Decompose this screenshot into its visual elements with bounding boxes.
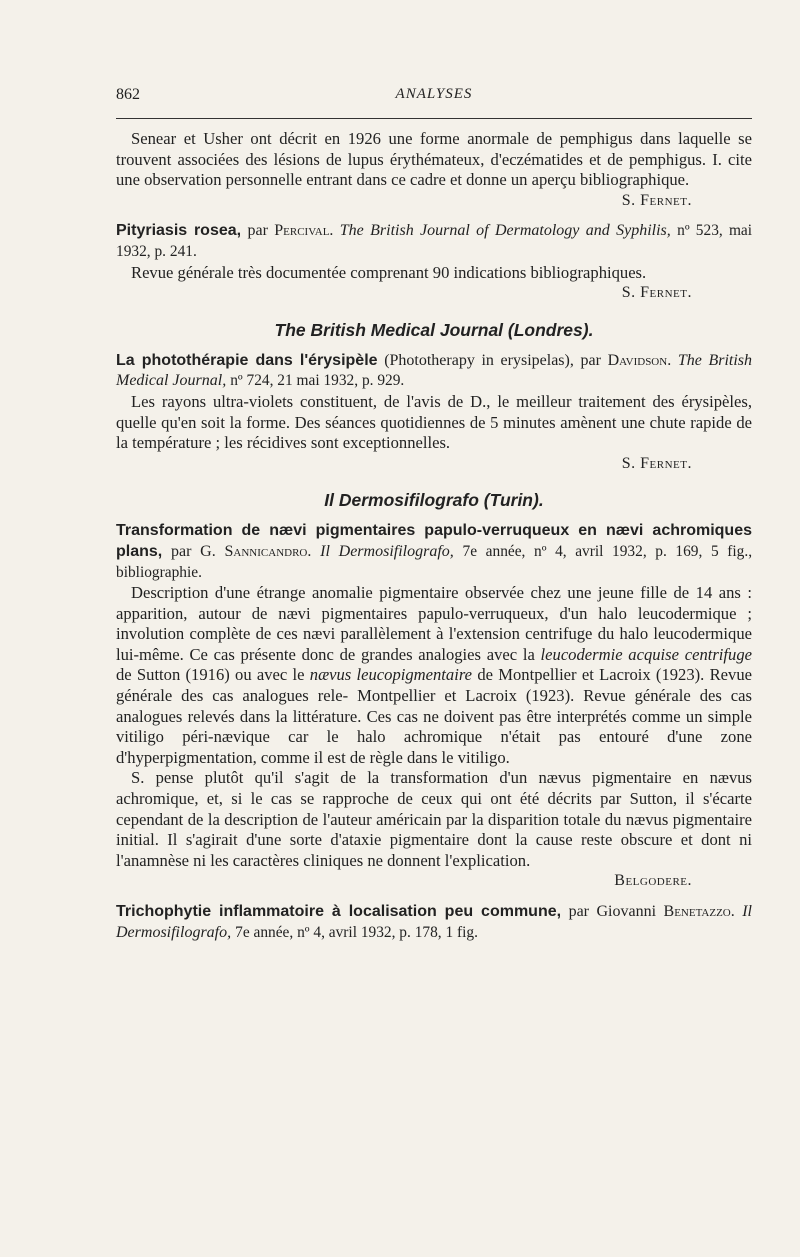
entry-title: La photothérapie dans l'érysipèle [116,351,378,369]
signature: S. Fernet. [621,284,692,302]
entry-author: Sannicandro. [224,542,312,560]
entry-author: Benetazzo. [663,903,735,920]
entry-title: Trichophytie inflammatoire à localisation peu commune, [116,903,562,920]
entry-reference: nº 523, mai 1932, p. 241. [116,222,753,260]
entry-reference: 7e année, nº 4, avril 1932, p. 169, 5 fig., bibliographie. [116,542,753,581]
entry-journal: Il Dermosifilografo, [320,542,454,560]
entry-heading [116,351,752,392]
entry-author: Percival. [274,222,334,240]
entry-title: Transformation de nævi pigmentaires papulo-verruqueux en nævi achromiques plans, [116,522,752,560]
body-paragraph: Revue générale très documentée comprenant 90 indications bibliographiques. [131,262,647,282]
entry-naevi [116,521,752,892]
entry-journal: The British Journal of Dermatology and Syphilis, [339,222,671,240]
entry-senear-continuation [116,129,752,211]
signature: S. Fernet. [621,454,692,472]
entry-reference: 7e année, nº 4, avril 1932, p. 178, 1 fig. [235,923,478,941]
body-paragraph: S. pense plutôt qu'il s'agit de la transformation d'un nævus pigmentaire en nævus achromique, et, si le cas se rapproche de ceux qui ont été décrits par Sutton, il s'écarte cependant de la description de l'auteur américain par la disparition totale du nævus pigmentaire initial. Il s'agirait d'une sorte d'ataxie pigmentaire dont la cause reste obscure et dont ni l'anamnèse ni les caractères cliniques ne donnent l'explication. [116,768,752,870]
entry-reference: nº 724, 21 mai 1932, p. 929. [230,372,405,390]
entry-author: Davidson. [607,351,672,369]
text-run: de Sutton (1916) ou avec le [116,665,305,685]
entry-subtitle: (Phototherapy in erysipelas), par [384,351,601,369]
signature: Belgodere. [614,872,692,890]
text-run: de Montpellier et Lacroix (1923). Revue générale des cas analogues rele- [116,665,752,706]
entry-par: par [247,222,268,240]
signature: S. Fernet. [621,191,692,209]
entry-par: par G. [171,542,216,560]
header-rule [116,118,752,119]
running-title: ANALYSES [395,86,473,102]
body-paragraph: Les rayons ultra-violets constituent, de l'avis de D., le meilleur traitement des érysipèles, quelle qu'en soit la forme. Des séances quotidiennes de 5 minutes amènent une chute rapide de la température ; les récidives sont exceptionnelles. [116,391,752,453]
text-run-italic: leucodermie acquise centrifuge [540,644,752,664]
entry-title: Pityriasis rosea, [116,222,242,240]
entry-par: par Giovanni [568,903,657,920]
document-page [116,86,752,943]
entry-heading [116,902,752,943]
section-title-bmj: The British Medical Journal (Londres). [274,319,594,340]
text-run: Montpellier et Lacroix (1923). Revue générale des cas analogues relevés dans la littérature. Ces cas ne doivent pas être interprétés comme un simple vitiligo péri-nævique car le halo achromique n'était pas entouré d'une zone d'hyperpigmentation, comme il est de règle dans le vitiligo. [116,686,752,767]
entry-heading [116,221,752,262]
entry-pityriasis [116,221,752,303]
entry-journal: The British Medical Journal, [116,351,753,390]
text-run-italic: nævus leucopigmentaire [309,665,473,685]
body-paragraph: Senear et Usher ont décrit en 1926 une forme anormale de pemphigus dans laquelle se trouvent associées des lésions de lupus érythémateux, d'eczématides et de pemphigus. I. cite une observation personnelle entrant dans ce cadre et donne un aperçu bibliographique. [116,129,752,190]
section-title-dermosifilografo: Il Dermosifilografo (Turin). [324,490,544,511]
text-run: Description d'une étrange anomalie pigmentaire observée chez une jeune fille de 14 ans : apparition, autour de nævi pigmentaires papulo-verruqueux, d'un halo leucodermique ; involution complète de ces nævi parallèlement à l'extension centrifuge du halo leucodermique lui-même. Ce cas présente donc de grandes analogies avec la [116,583,752,664]
body-paragraph [116,583,752,768]
entry-journal: Il Dermosifilografo, [116,903,752,941]
entry-trichophytie [116,902,752,943]
page-number: 862 [116,86,140,103]
entry-erysipele [116,351,752,475]
entry-heading [116,521,752,583]
running-head [116,86,752,112]
